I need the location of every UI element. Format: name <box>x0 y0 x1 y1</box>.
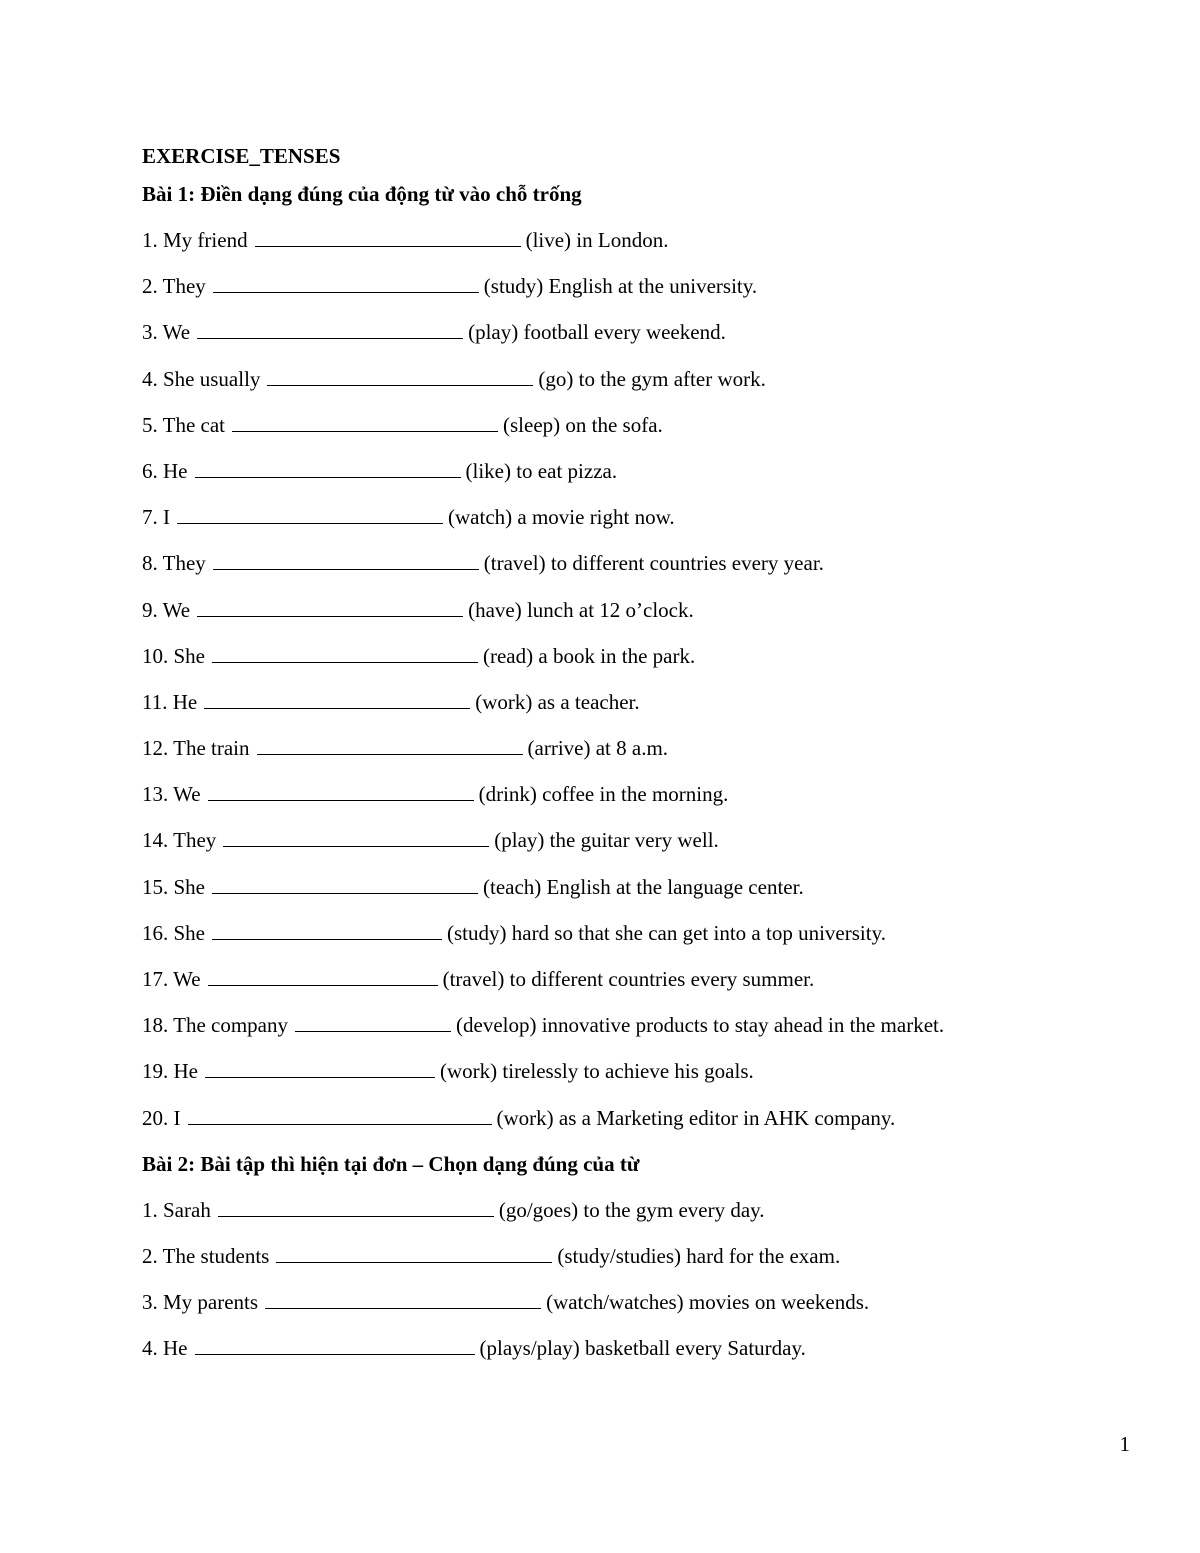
section-1 <box>142 177 1142 1147</box>
exercise-item <box>142 454 1142 500</box>
item-hint: (watch/watches) movies on weekends. <box>546 1290 870 1315</box>
answer-blank <box>204 690 470 709</box>
section-2 <box>142 1147 1142 1378</box>
exercise-item <box>142 315 1142 361</box>
item-prompt: 9. We <box>142 597 191 622</box>
item-hint: (work) as a teacher. <box>475 689 640 714</box>
exercise-item <box>142 685 1142 731</box>
item-hint: (travel) to different countries every summer. <box>442 967 815 991</box>
item-prompt: 15. She <box>142 874 205 899</box>
page-number: 1 <box>1119 1432 1130 1456</box>
item-prompt: 6. He <box>142 458 188 483</box>
item-hint: (watch) a movie right now. <box>448 505 675 530</box>
item-hint: (study) hard so that she can get into a top university. <box>447 920 886 945</box>
answer-blank <box>195 459 461 478</box>
item-prompt: 8. They <box>142 551 206 576</box>
answer-blank <box>177 505 443 524</box>
exercise-item <box>142 1331 1142 1377</box>
answer-blank <box>208 967 438 986</box>
answer-blank <box>197 320 463 339</box>
answer-blank <box>208 782 474 801</box>
item-hint: (sleep) on the sofa. <box>503 412 663 437</box>
item-prompt: 14. They <box>142 828 217 853</box>
item-prompt: 13. We <box>142 782 201 807</box>
item-hint: (plays/play) basketball every Saturday. <box>479 1336 806 1361</box>
item-hint: (arrive) at 8 a.m. <box>527 736 669 761</box>
exercise-item <box>142 546 1142 592</box>
item-prompt: 17. We <box>142 967 201 991</box>
item-hint: (have) lunch at 12 o’clock. <box>468 597 694 622</box>
answer-blank <box>195 1336 475 1355</box>
exercise-item <box>142 362 1142 408</box>
answer-blank <box>276 1244 552 1263</box>
item-hint: (read) a book in the park. <box>483 643 696 668</box>
exercise-item <box>142 1193 1142 1239</box>
exercise-list <box>142 1193 1142 1378</box>
item-hint: (work) as a Marketing editor in AHK company. <box>496 1105 896 1130</box>
item-hint: (study/studies) hard for the exam. <box>557 1243 841 1268</box>
item-hint: (go/goes) to the gym every day. <box>498 1197 765 1222</box>
item-prompt: 20. I <box>142 1105 181 1130</box>
answer-blank <box>218 1198 494 1217</box>
item-prompt: 1. Sarah <box>142 1197 211 1222</box>
item-hint: (work) tirelessly to achieve his goals. <box>440 1059 754 1084</box>
item-hint: (go) to the gym after work. <box>538 366 766 391</box>
item-hint: (live) in London. <box>525 228 669 252</box>
answer-blank <box>265 1290 541 1309</box>
exercise-item <box>142 1239 1142 1285</box>
exercise-item <box>142 962 1142 1008</box>
item-prompt: 2. They <box>142 274 206 299</box>
exercise-item <box>142 408 1142 454</box>
answer-blank <box>212 921 442 940</box>
item-prompt: 18. The company <box>142 1013 288 1038</box>
section-heading: Bài 1: Điền dạng đúng của động từ vào chỗ trống <box>142 182 582 206</box>
item-prompt: 5. The cat <box>142 412 225 437</box>
item-prompt: 3. We <box>142 320 191 345</box>
item-prompt: 4. She usually <box>142 366 261 391</box>
item-hint: (play) football every weekend. <box>468 320 726 345</box>
item-hint: (develop) innovative products to stay ahead in the market. <box>456 1013 945 1038</box>
exercise-item <box>142 223 1142 269</box>
exercise-item <box>142 731 1142 777</box>
answer-blank <box>213 274 479 293</box>
answer-blank <box>295 1013 451 1032</box>
item-prompt: 4. He <box>142 1336 188 1361</box>
item-prompt: 10. She <box>142 643 205 668</box>
item-prompt: 3. My parents <box>142 1290 259 1315</box>
item-prompt: 19. He <box>142 1059 198 1084</box>
item-prompt: 1. My friend <box>142 228 248 252</box>
answer-blank <box>212 644 478 663</box>
answer-blank <box>197 598 463 617</box>
item-prompt: 2. The students <box>142 1243 270 1268</box>
exercise-item <box>142 269 1142 315</box>
answer-blank <box>223 828 489 847</box>
item-hint: (like) to eat pizza. <box>465 458 618 483</box>
exercise-item <box>142 916 1142 962</box>
document-content <box>142 143 1142 1378</box>
answer-blank <box>232 413 498 432</box>
answer-blank <box>205 1059 435 1078</box>
exercise-item <box>142 870 1142 916</box>
exercise-item <box>142 823 1142 869</box>
exercise-item <box>142 1285 1142 1331</box>
item-hint: (drink) coffee in the morning. <box>478 782 729 807</box>
item-prompt: 16. She <box>142 920 205 945</box>
item-prompt: 7. I <box>142 505 170 530</box>
item-hint: (play) the guitar very well. <box>494 828 719 853</box>
document-title: EXERCISE_TENSES <box>142 144 341 168</box>
answer-blank <box>188 1106 492 1125</box>
answer-blank <box>255 228 521 247</box>
item-prompt: 11. He <box>142 689 198 714</box>
exercise-item <box>142 639 1142 685</box>
item-prompt: 12. The train <box>142 736 250 761</box>
item-hint: (study) English at the university. <box>483 274 758 299</box>
section-heading: Bài 2: Bài tập thì hiện tại đơn – Chọn dạng đúng của từ <box>142 1151 640 1176</box>
answer-blank <box>267 367 533 386</box>
answer-blank <box>257 736 523 755</box>
exercise-item <box>142 593 1142 639</box>
exercise-list <box>142 223 1142 1147</box>
exercise-item <box>142 1008 1142 1054</box>
answer-blank <box>213 551 479 570</box>
exercise-item <box>142 777 1142 823</box>
exercise-item <box>142 1054 1142 1100</box>
answer-blank <box>212 875 478 894</box>
item-hint: (travel) to different countries every year. <box>483 551 824 576</box>
item-hint: (teach) English at the language center. <box>483 874 804 899</box>
exercise-item <box>142 1101 1142 1147</box>
exercise-item <box>142 500 1142 546</box>
